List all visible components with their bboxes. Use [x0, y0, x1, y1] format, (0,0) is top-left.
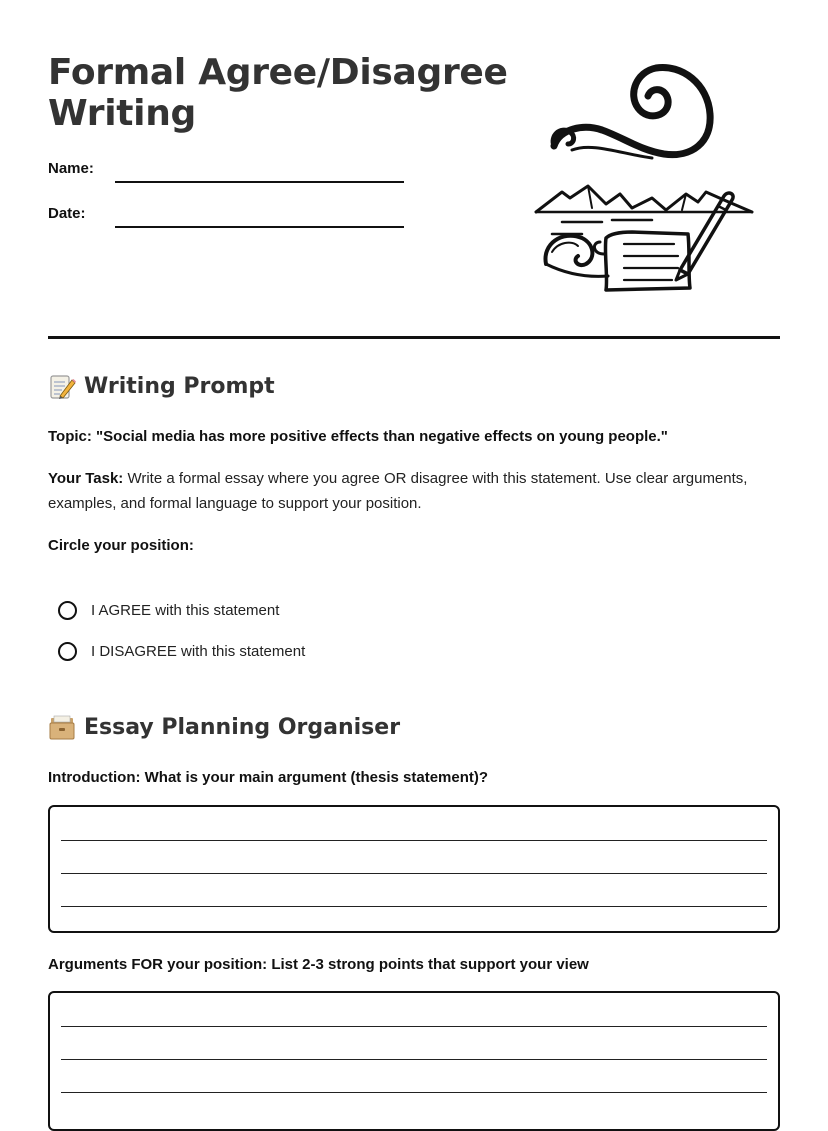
header-divider: [48, 336, 780, 339]
date-label: Date:: [48, 205, 86, 222]
task-paragraph: [48, 466, 768, 516]
writing-line: [61, 840, 767, 841]
worksheet-page: [48, 0, 780, 1118]
name-field: [48, 160, 408, 190]
introduction-label: Introduction: What is your main argument (thesis statement)?: [48, 769, 489, 786]
page-title: Formal Agree/Disagree Writing: [48, 52, 508, 134]
writing-prompt-heading: [48, 372, 275, 400]
writing-line: [61, 1059, 767, 1060]
name-label: Name:: [48, 160, 94, 177]
wave-mountains-paper-pen-illustration: [532, 58, 758, 296]
disagree-option[interactable]: [58, 642, 305, 661]
writing-line: [61, 873, 767, 874]
arguments-for-writing-box[interactable]: [48, 991, 780, 1131]
circle-position-label: Circle your position:: [48, 537, 194, 554]
agree-option[interactable]: [58, 601, 279, 620]
disagree-option-label: I DISAGREE with this statement: [91, 643, 306, 660]
date-write-line[interactable]: [115, 226, 404, 228]
prompt-topic: Topic: "Social media has more positive effects than negative effects on young people.": [48, 428, 668, 445]
agree-radio[interactable]: [58, 601, 77, 620]
task-label: Your Task:: [48, 470, 124, 487]
introduction-writing-box[interactable]: [48, 805, 780, 933]
task-text: Write a formal essay where you agree OR disagree with this statement. Use clear arguments, examples, and formal language to support your position.: [48, 470, 748, 512]
writing-line: [61, 906, 767, 907]
planning-organiser-heading: [48, 713, 400, 741]
writing-line: [61, 1092, 767, 1093]
card-file-box-icon: [48, 713, 76, 741]
arguments-for-label: Arguments FOR your position: List 2-3 strong points that support your view: [48, 956, 589, 973]
memo-pencil-icon: [48, 372, 76, 400]
date-field: [48, 205, 408, 235]
writing-line: [61, 1026, 767, 1027]
planning-organiser-heading-text: Essay Planning Organiser: [84, 714, 401, 740]
writing-prompt-heading-text: Writing Prompt: [84, 373, 275, 399]
disagree-radio[interactable]: [58, 642, 77, 661]
name-write-line[interactable]: [115, 181, 404, 183]
agree-option-label: I AGREE with this statement: [91, 602, 280, 619]
